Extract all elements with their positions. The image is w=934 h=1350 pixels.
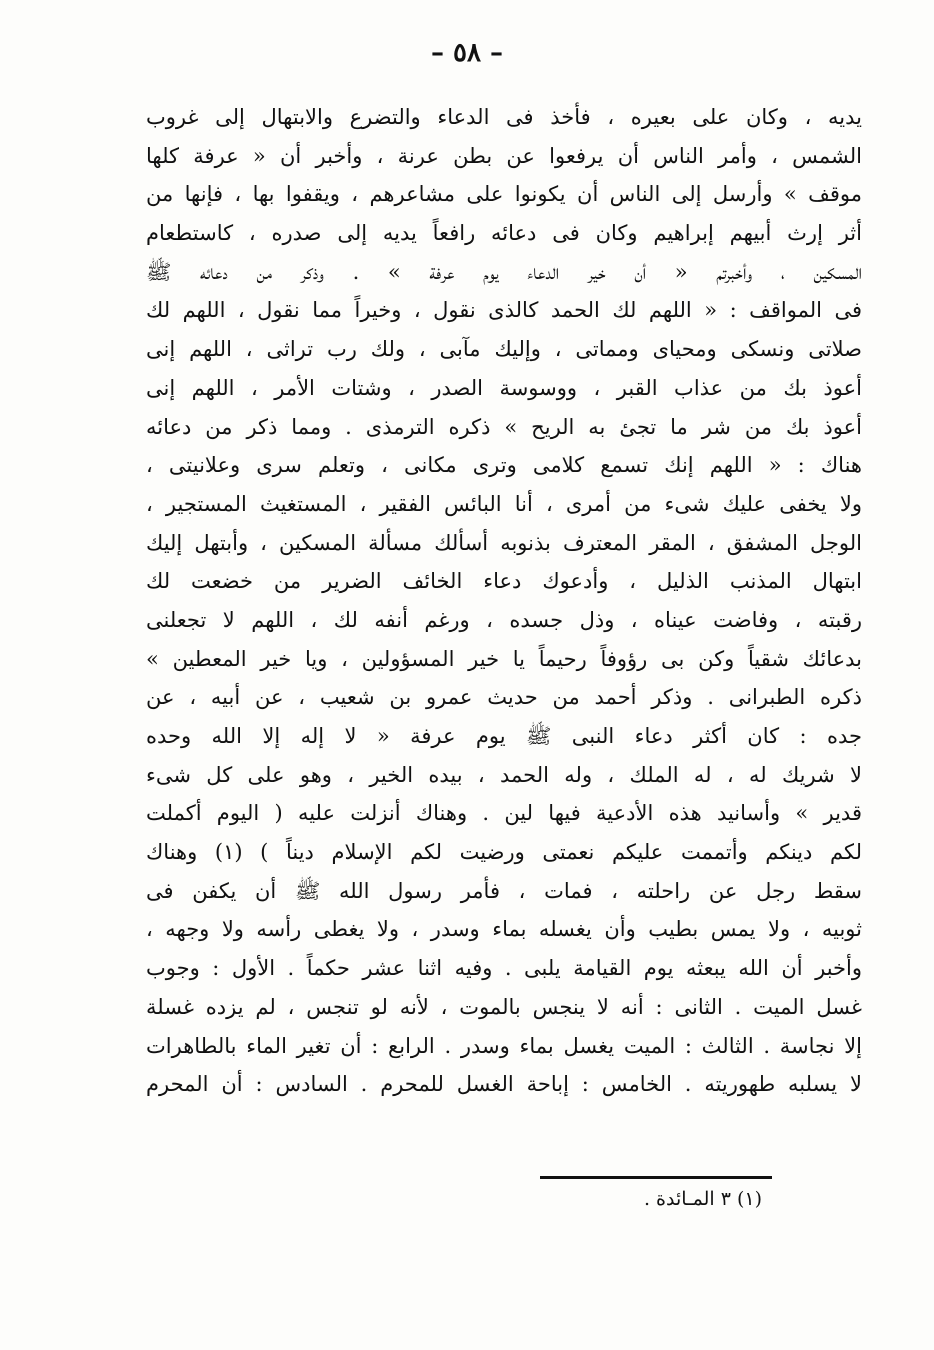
text-line: وأخبر أن الله يبعثه يوم القيامة يلبى . وفيه اثنا عشر حكماً . الأول : وجوب: [146, 956, 862, 981]
text-line: بدعائك شقياً وكن بى رؤوفاً رحيماً يا خير المسؤولين ، ويا خير المعطين »: [146, 646, 862, 671]
text-line: إلا نجاسة . الثالث : الميت يغسل بماء وسدر . الرابع : أن تغير الماء بالطاهرات: [146, 1033, 862, 1058]
footnote: (١) ٣ المـائدة .: [643, 1188, 762, 1210]
text-line: ثوبيه ، ولا يمس بطيب وأن يغسله بماء وسدر ، ولا يغطى رأسه ولا وجهه ،: [146, 917, 862, 942]
text-line: أثر إرث أبيهم إبراهيم وكان فى دعائه رافعاً يديه إلى صدره ، كاستطعام: [146, 221, 862, 246]
footnote-divider: [540, 1176, 772, 1179]
text-line: الشمس ، وأمر الناس أن يرفعوا عن بطن عرنة ، وأخبر أن « عرفة كلها: [146, 143, 862, 168]
text-line: سقط رجل عن راحلته ، فمات ، فأمر رسول الله ﷺ أن يكفن فى: [146, 878, 862, 903]
text-line: لا شريك له ، له الملك ، وله الحمد ، بيده الخير ، وهو على كل شىء: [146, 762, 862, 787]
text-line: الوجل المشفق ، المقر المعترف بذنوبه أسألك مسألة المسكين ، وأبتهل إليك: [146, 530, 862, 555]
text-line: ذكره الطبرانى . وذكر أحمد من حديث عمرو بن شعيب ، عن أبيه ، عن: [146, 685, 862, 710]
text-line: جده : كان أكثر دعاء النبى ﷺ يوم عرفة « لا إله إلا الله وحده: [146, 724, 862, 748]
text-line: رقبته ، وفاضت عيناه ، وذل جسده ، ورغم أنفه لك ، اللهم لا تجعلنى: [146, 607, 862, 632]
text-line: المسكين ، وأخبرتم « أن خير الدعاء يوم عرفة » . وذكر من دعائه ﷺ: [146, 259, 862, 284]
text-line: أعوذ بك من عذاب القبر ، ووسوسة الصدر ، وشتات الأمر ، اللهم إنى: [146, 375, 862, 400]
text-line: يديه ، وكان على بعيره ، فأخذ فى الدعاء والتضرع والابتهال إلى غروب: [146, 105, 862, 129]
text-line: ابتهال المذنب الذليل ، وأدعوك دعاء الخائف الضرير من خضعت لك: [146, 569, 862, 594]
text-line: لا يسلبه طهوريته . الخامس : إباحة الغسل للمحرم . السادس : أن المحرم: [146, 1072, 862, 1097]
text-line: فى المواقف : « اللهم لك الحمد كالذى نقول ، وخيراً مما نقول ، اللهم لك: [146, 298, 862, 323]
text-line: أعوذ بك من شر ما تجئ به الريح » ذكره الترمذى . ومما ذكر من دعائه: [146, 414, 862, 439]
page-number: – ٥٨ –: [430, 38, 504, 68]
text-line: موقف » وأرسل إلى الناس أن يكونوا على مشاعرهم ، ويقفوا بها ، فإنها من: [146, 182, 862, 207]
text-line: قدير » وأسانيد هذه الأدعية فيها لين . وهناك أنزلت عليه ( اليوم أكملت: [146, 801, 862, 826]
body-text: [146, 98, 862, 1104]
text-line: غسل الميت . الثانى : أنه لا ينجس بالموت ، لأنه لو تنجس ، لم يزده غسلة: [146, 994, 862, 1019]
text-line: ولا يخفى عليك شىء من أمرى ، أنا البائس الفقير ، المستغيث المستجير ،: [146, 491, 862, 516]
text-line: لكم دينكم وأتممت عليكم نعمتى ورضيت لكم الإسلام ديناً ) (١) وهناك: [146, 840, 862, 865]
text-line: هناك : « اللهم إنك تسمع كلامى وترى مكانى ، وتعلم سرى وعلانيتى ،: [146, 453, 862, 478]
text-line: صلاتى ونسكى ومحياى ومماتى ، وإليك مآبى ، ولك رب تراثى ، اللهم إنى: [146, 337, 862, 362]
